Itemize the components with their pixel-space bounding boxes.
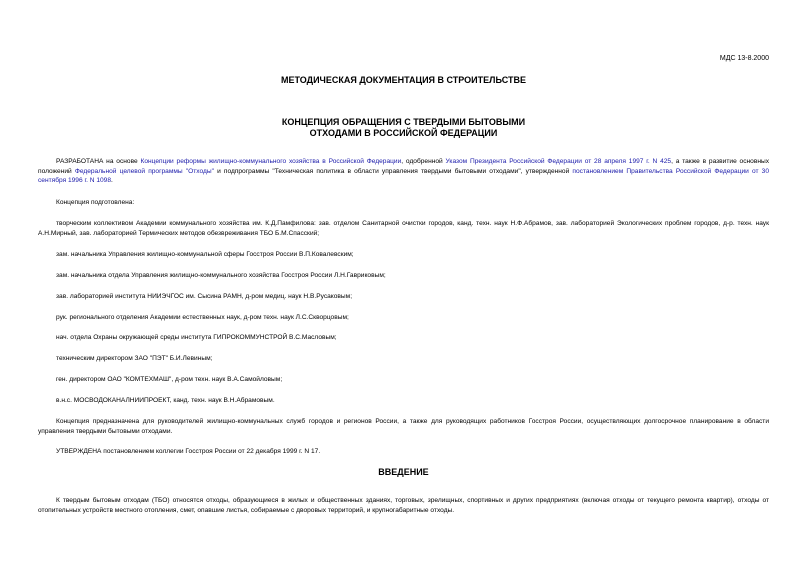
intro-text: и подпрограммы "Техническая политика в области управления твердыми бытовыми отходами", утвержденной [213,167,573,175]
document-title-line: ОТХОДАМИ В РОССИЙСКОЙ ФЕДЕРАЦИИ [309,128,498,138]
link-federal-program[interactable]: Федеральной целевой программы "Отходы" [74,167,214,175]
tbo-definition-paragraph: К твердым бытовым отходам (ТБО) относятся отходы, образующиеся в жилых и общественных зданиях, торговых, зрелищных, спортивных и других предприятиях (включая отходы от текущего ремонта квартир), отходы от отопительных устройств местного отопления, смет, опавшие листья, собираемые с дворовых территорий, и крупногабаритные отходы. [38,497,769,514]
approval-paragraph: УТВЕРЖДЕНА постановлением коллегии Госстроя России от 22 декабря 1999 г. N 17. [56,448,321,455]
author-item: ген. директором ОАО "КОМТЕХМАШ", д-ром техн. наук В.А.Самойловым; [56,376,283,383]
introduction-heading: ВВЕДЕНИЕ [378,467,429,477]
author-item: в.н.с. МОСВОДОКАНАЛНИИПРОЕКТ, канд. техн. наук В.Н.Абрамовым. [56,397,275,404]
purpose-paragraph: Концепция предназначена для руководителей жилищно-коммунальных служб городов и регионов России, а также для руководящих работников Госстроя России, осуществляющих долгосрочное планирование в области управления твердыми бытовыми отходами. [38,418,769,435]
document-title [0,117,807,139]
intro-paragraph [38,157,769,186]
author-item: зав. лабораторией института НИИЭЧГОС им. Сысина РАМН, д-ром медиц. наук Н.В.Русаковым; [56,293,353,300]
intro-text: , одобренной [401,158,446,165]
author-item: техническим директором ЗАО "ПЭТ" Б.И.Левиным; [56,355,213,362]
document-code: МДС 13-8.2000 [719,55,769,62]
link-reform-concept[interactable]: Концепции реформы жилищно-коммунального хозяйства в Российской Федерации [140,158,402,165]
intro-text: РАЗРАБОТАНА на основе [56,158,141,165]
author-item: рук. регионального отделения Академии естественных наук, д-ром техн. наук Л.С.Скворцовым; [56,314,349,321]
author-item: нач. отдела Охраны окружающей среды института ГИПРОКОММУНСТРОЙ В.С.Масловым; [56,334,337,341]
intro-text: , а также в развитие основных положений [38,158,770,175]
link-presidential-decree[interactable]: Указом Президента Российской Федерации от 28 апреля 1997 г. N 425 [445,158,672,165]
author-item: творческим коллективом Академии коммунального хозяйства им. К.Д.Памфилова: зав. отделом Санитарной очистки городов, канд. техн. наук Н.Ф.Абрамов, зав. лабораторией Экологических проблем городов, д-р. техн. наук А.Н.Мирный, зав. лабораторией Термических методов обезвреживания ТБО Б.М.Спасский; [38,220,769,237]
intro-text: . [111,177,113,184]
section-heading: МЕТОДИЧЕСКАЯ ДОКУМЕНТАЦИЯ В СТРОИТЕЛЬСТВЕ [281,75,526,85]
author-item: зам. начальника Управления жилищно-коммунальной сферы Госстроя России В.П.Ковалевским; [56,251,354,258]
prepared-label: Концепция подготовлена: [56,199,135,206]
link-government-resolution[interactable]: постановлением Правительства Российской Федерации от 30 сентября 1996 г. N 1098 [38,167,769,184]
document-title-line: КОНЦЕПЦИЯ ОБРАЩЕНИЯ С ТВЕРДЫМИ БЫТОВЫМИ [281,117,526,127]
author-item: зам. начальника отдела Управления жилищно-коммунального хозяйства Госстроя России Л.Н.Гавриковым; [56,272,386,279]
